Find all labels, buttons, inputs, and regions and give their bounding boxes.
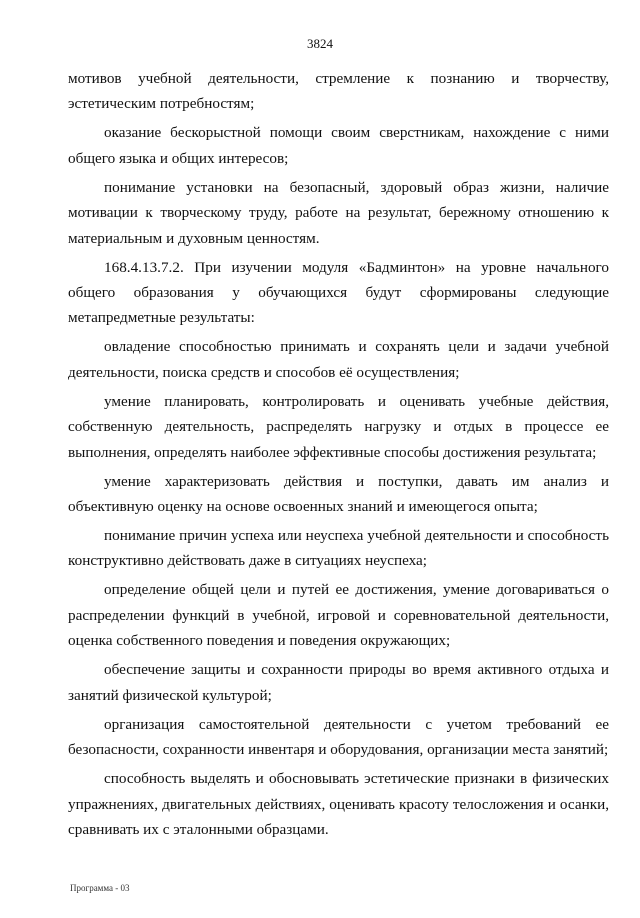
paragraph: понимание причин успеха или неуспеха учебной деятельности и способность конструктивно действовать даже в ситуациях неуспеха; bbox=[68, 527, 609, 570]
paragraph: овладение способностью принимать и сохранять цели и задачи учебной деятельности, поиска средств и способов её осуществления; bbox=[68, 338, 609, 381]
body-text bbox=[68, 66, 609, 846]
paragraph: оказание бескорыстной помощи своим сверстникам, нахождение с ними общего языка и общих интересов; bbox=[68, 124, 609, 167]
paragraph: организация самостоятельной деятельности с учетом требований ее безопасности, сохранности инвентаря и оборудования, организации места занятий; bbox=[68, 715, 609, 759]
paragraph: обеспечение защиты и сохранности природы во время активного отдыха и занятий физической культурой; bbox=[68, 661, 609, 704]
paragraph: способность выделять и обосновывать эстетические признаки в физических упражнениях, двигательных действиях, оценивать красоту телосложения и осанки, сравнивать их с эталонными образцами. bbox=[68, 770, 609, 838]
paragraph: определение общей цели и путей ее достижения, умение договариваться о распределении функций в учебной, игровой и соревновательной деятельности, оценка собственного поведения и поведения окружающих; bbox=[68, 581, 609, 650]
paragraph: понимание установки на безопасный, здоровый образ жизни, наличие мотивации к творческому труду, работе на результат, бережному отношению к материальным и духовным ценностям. bbox=[68, 178, 609, 247]
page-footer: Программа - 03 bbox=[70, 883, 130, 893]
page-number: 3824 bbox=[307, 36, 333, 51]
paragraph: умение характеризовать действия и поступки, давать им анализ и объективную оценку на основе освоенных знаний и имеющегося опыта; bbox=[68, 472, 609, 516]
paragraph: умение планировать, контролировать и оценивать учебные действия, собственную деятельность, распределять нагрузку и отдых в процессе ее выполнения, определять наиболее эффективные способы достижения результата; bbox=[68, 392, 609, 461]
paragraph: мотивов учебной деятельности, стремление к познанию и творчеству, эстетическим потребностям; bbox=[68, 70, 609, 113]
paragraph: 168.4.13.7.2. При изучении модуля «Бадминтон» на уровне начального общего образования у обучающихся будут сформированы следующие метапредметные результаты: bbox=[68, 258, 609, 327]
